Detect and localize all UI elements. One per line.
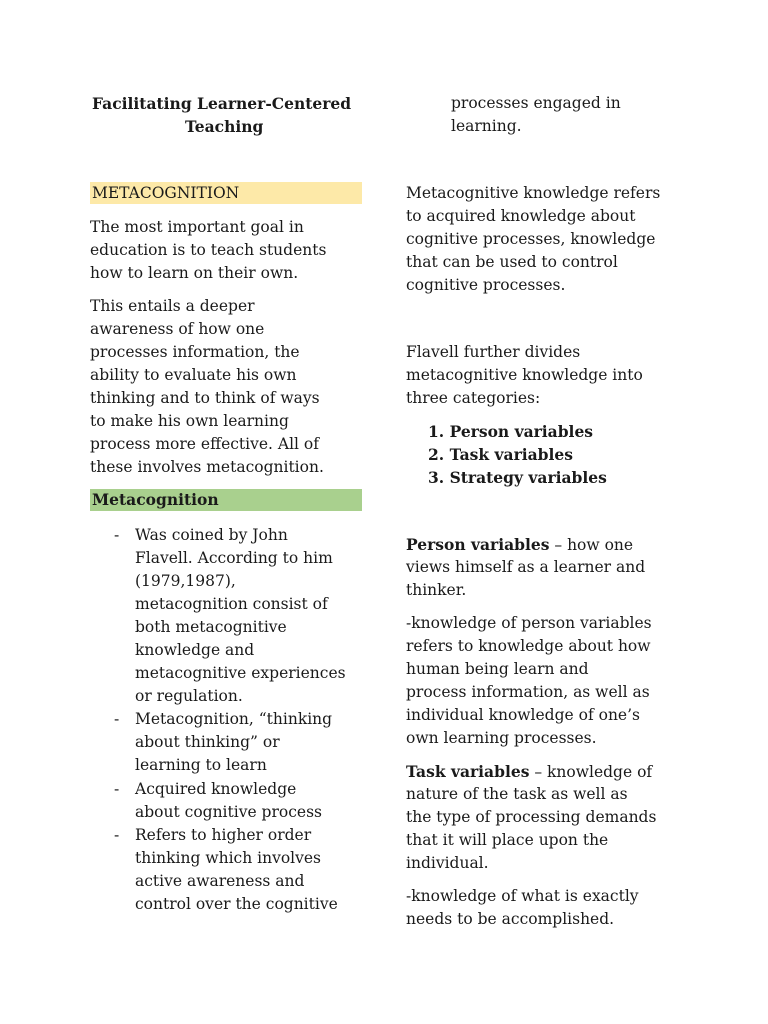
paragraph-line: refers to knowledge about how: [406, 637, 651, 655]
paragraph-line: ability to evaluate his own: [90, 366, 297, 384]
bullet-line: metacognitive experiences: [135, 664, 346, 682]
paragraph-line: metacognitive knowledge into: [406, 366, 643, 384]
paragraph-line: own learning processes.: [406, 729, 597, 747]
paragraph-line: process more effective. All of: [90, 435, 320, 453]
section-header-metacognition: METACOGNITION: [92, 184, 240, 202]
paragraph-line: views himself as a learner and: [406, 558, 646, 576]
paragraph-line: processes information, the: [90, 343, 300, 361]
bullet-line: about thinking” or: [135, 733, 280, 751]
paragraph-line: how to learn on their own.: [90, 264, 299, 282]
section-header-metacognition-bold: Metacognition: [92, 490, 219, 509]
paragraph-line: Flavell further divides: [406, 343, 581, 361]
paragraph-line: cognitive processes.: [406, 276, 566, 294]
bullet-line: (1979,1987),: [135, 572, 236, 590]
paragraph-line: process information, as well as: [406, 683, 650, 701]
bullet-line: Refers to higher order: [135, 826, 312, 844]
category-item: 1. Person variables: [428, 422, 594, 441]
task-variables-term: Task variables: [406, 762, 530, 781]
bullet-line: both metacognitive: [135, 618, 287, 636]
paragraph-line: awareness of how one: [90, 320, 265, 338]
paragraph-line: This entails a deeper: [90, 297, 255, 315]
paragraph-line: nature of the task as well as: [406, 785, 628, 803]
bullet-line: knowledge and: [135, 641, 255, 659]
paragraph-line: human being learn and: [406, 660, 589, 678]
paragraph-line: that can be used to control: [406, 253, 618, 271]
bullet-line: control over the cognitive: [135, 895, 338, 913]
paragraph-line: cognitive processes, knowledge: [406, 230, 656, 248]
paragraph-line: three categories:: [406, 389, 541, 407]
task-variables-definition: [406, 760, 652, 784]
paragraph-line: needs to be accomplished.: [406, 910, 615, 928]
paragraph-line: Metacognitive knowledge refers: [406, 184, 661, 202]
bullet-line: metacognition consist of: [135, 595, 328, 613]
paragraph-line: -knowledge of what is exactly: [406, 887, 639, 905]
bullet-line: Metacognition, “thinking: [135, 710, 333, 728]
continuation-line: learning.: [451, 117, 522, 135]
paragraph-line: -knowledge of person variables: [406, 614, 652, 632]
title-line-2: Teaching: [185, 117, 264, 136]
category-item: 2. Task variables: [428, 445, 573, 464]
paragraph-line: to acquired knowledge about: [406, 207, 636, 225]
bullet-marker: -: [114, 780, 120, 798]
task-variables-rest: – knowledge of: [529, 763, 653, 781]
bullet-line: Flavell. According to him: [135, 549, 333, 567]
bullet-line: Acquired knowledge: [135, 780, 297, 798]
paragraph-line: education is to teach students: [90, 241, 327, 259]
person-variables-term: Person variables: [406, 535, 550, 554]
paragraph-line: thinker.: [406, 581, 467, 599]
bullet-line: Was coined by John: [135, 526, 288, 544]
paragraph-line: that it will place upon the: [406, 831, 609, 849]
bullet-marker: -: [114, 526, 120, 544]
paragraph-line: these involves metacognition.: [90, 458, 324, 476]
paragraph-line: The most important goal in: [90, 218, 304, 236]
continuation-line: processes engaged in: [451, 94, 621, 112]
category-item: 3. Strategy variables: [428, 468, 607, 487]
paragraph-line: individual.: [406, 854, 489, 872]
paragraph-line: the type of processing demands: [406, 808, 657, 826]
title-line-1: Facilitating Learner-Centered: [92, 94, 352, 113]
paragraph-line: to make his own learning: [90, 412, 289, 430]
bullet-marker: -: [114, 826, 120, 844]
paragraph-line: individual knowledge of one’s: [406, 706, 640, 724]
bullet-line: or regulation.: [135, 687, 243, 705]
bullet-line: about cognitive process: [135, 803, 322, 821]
person-variables-definition: [406, 533, 633, 557]
person-variables-rest: – how one: [549, 536, 634, 554]
bullet-line: learning to learn: [135, 756, 267, 774]
bullet-line: thinking which involves: [135, 849, 321, 867]
bullet-marker: -: [114, 710, 120, 728]
bullet-line: active awareness and: [135, 872, 305, 890]
paragraph-line: thinking and to think of ways: [90, 389, 320, 407]
